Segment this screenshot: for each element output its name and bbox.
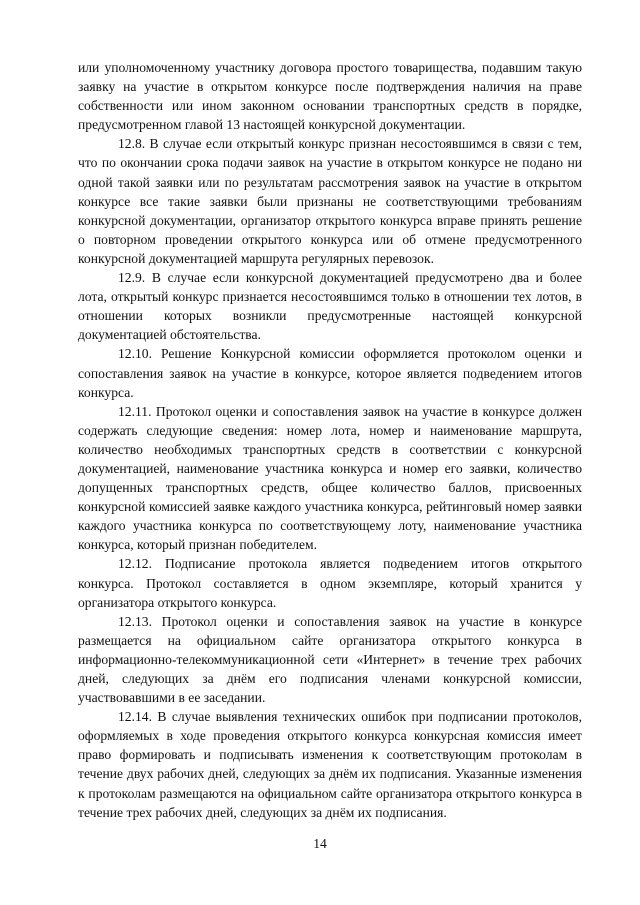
paragraph-12-14: 12.14. В случае выявления технических ошибок при подписании протоколов, оформляемых в ходе проведения открытого конкурса конкурсная комиссия имеет право формировать и подписывать изменения к соответствующим протоколам в течение двух рабочих дней, следующих за днём их подписания. Указанные изменения к протоколам размещаются на официальном сайте организатора открытого конкурса в течение трех рабочих дней, следующих за днём их подписания. bbox=[78, 709, 582, 820]
paragraph-12-13: 12.13. Протокол оценки и сопоставления заявок на участие в конкурсе размещается на официальном сайте организатора открытого конкурса в информационно-телекоммуникационной сети «Интернет» в течение трех рабочих дней, следующих за днём его подписания членами конкурсной комиссии, участвовавшими в ее заседании. bbox=[78, 613, 582, 706]
paragraph-12-8: 12.8. В случае если открытый конкурс признан несостоявшимся в связи с тем, что по окончании срока подачи заявок на участие в открытом конкурсе не подано ни одной такой заявки или по результатам рассмотрения заявок на участие в открытом конкурсе все такие заявки были признаны не соответствующими требованиям конкурсной документации, организатор открытого конкурса вправе принять решение о повторном проведении открытого конкурса или об отмене предусмотренного конкурсной документацией маршрута регулярных перевозок. bbox=[78, 136, 582, 266]
paragraph-12-10: 12.10. Решение Конкурсной комиссии оформляется протоколом оценки и сопоставления заявок на участие в конкурсе, которое является подведением итогов конкурса. bbox=[78, 346, 582, 400]
paragraph-continuation: или уполномоченному участнику договора простого товарищества, подавшим такую заявку на участие в открытом конкурсе после подтверждения наличия на праве собственности или ином законном основании транспортных средств в порядке, предусмотренном главой 13 настоящей конкурсной документации. bbox=[78, 60, 582, 133]
page-number: 14 bbox=[313, 836, 327, 851]
paragraph-12-12: 12.12. Подписание протокола является подведением итогов открытого конкурса. Протокол составляется в одном экземпляре, который хранится у организатора открытого конкурса. bbox=[78, 556, 582, 610]
paragraph-12-9: 12.9. В случае если конкурсной документацией предусмотрено два и более лота, открытый конкурс признается несостоявшимся только в отношении тех лотов, в отношении которых возникли предусмотренные настоящей конкурсной документацией обстоятельства. bbox=[78, 270, 582, 343]
paragraph-12-11: 12.11. Протокол оценки и сопоставления заявок на участие в конкурсе должен содержать следующие сведения: номер лота, номер и наименование маршрута, количество необходимых транспортных средств в соответствии с конкурсной документацией, наименование участника конкурса и номер его заявки, количество допущенных транспортных средств, общее количество баллов, присвоенных конкурсной комиссией заявке каждого участника конкурса, рейтинговый номер заявки каждого участника конкурса по соответствующему лоту, наименование участника конкурса, который признан победителем. bbox=[78, 403, 582, 553]
document-body bbox=[78, 58, 582, 822]
